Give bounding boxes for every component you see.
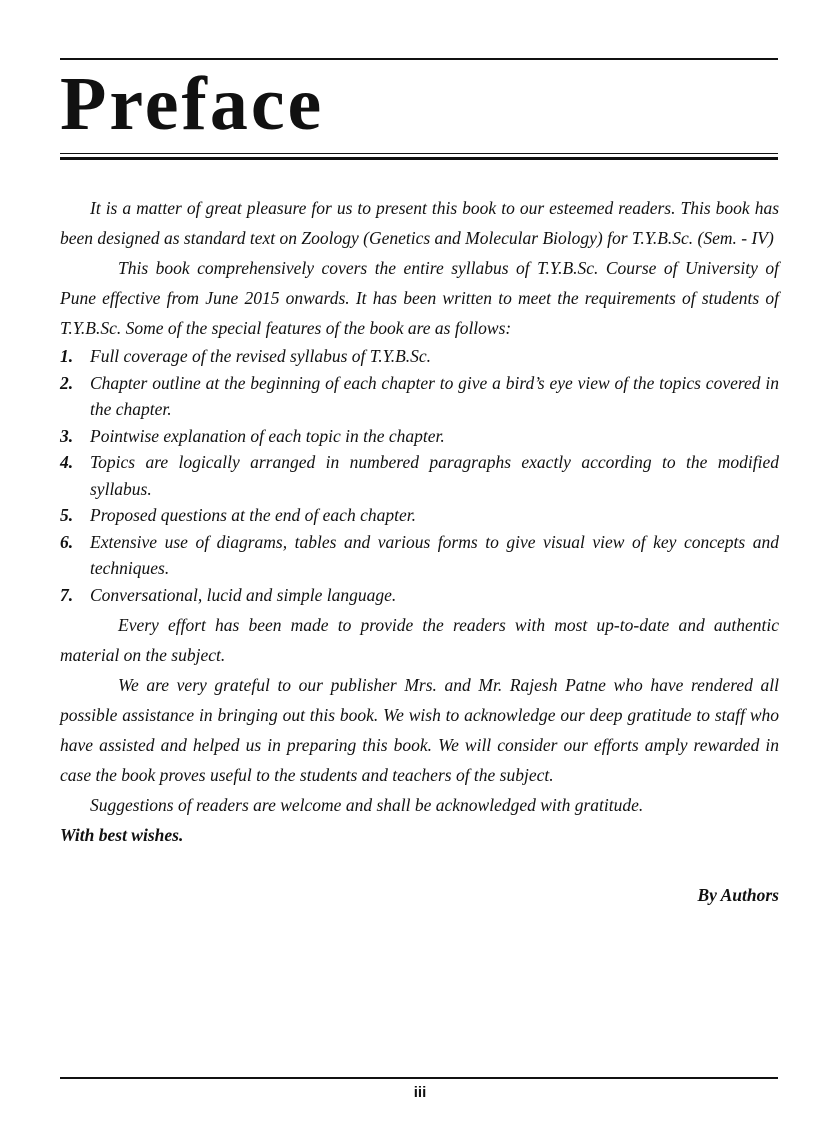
- list-item-number: 7.: [60, 584, 74, 605]
- list-item-text: Proposed questions at the end of each chapter.: [90, 505, 416, 525]
- preface-body: [60, 193, 779, 910]
- list-item-text: Extensive use of diagrams, tables and various forms to give visual view of key concepts and techniques.: [90, 531, 779, 578]
- list-item: [60, 449, 779, 502]
- title-underline-thick: [60, 157, 778, 160]
- list-item: [60, 529, 779, 582]
- effort-paragraph: Every effort has been made to provide the readers with most up-to-date and authentic material on the subject.: [60, 615, 779, 665]
- list-item-text: Pointwise explanation of each topic in the chapter.: [90, 425, 445, 446]
- features-list: [60, 343, 779, 608]
- intro-paragraph: It is a matter of great pleasure for us to present this book to our esteemed readers. This book has been designed as standard text on Zoology (Genetics and Molecular Biology) for T.Y.B.Sc. (Sem. - IV): [60, 198, 779, 248]
- page-number: iii: [413, 1084, 427, 1101]
- suggestions-paragraph: Suggestions of readers are welcome and shall be acknowledged with gratitude.: [90, 795, 644, 815]
- closing-wishes: With best wishes.: [60, 825, 184, 845]
- coverage-paragraph: This book comprehensively covers the entire syllabus of T.Y.B.Sc. Course of University of Pune effective from June 2015 onwards. It has been written to meet the requirements of students of T.Y.B.Sc. Some of the special features of the book are as follows:: [60, 258, 779, 338]
- footer-rule: [60, 1077, 778, 1079]
- list-item-text: Topics are logically arranged in numbered paragraphs exactly according to the modified syllabus.: [90, 452, 779, 499]
- list-item-text: Full coverage of the revised syllabus of T.Y.B.Sc.: [90, 346, 432, 366]
- list-item-number: 3.: [60, 425, 74, 446]
- features-list-container: [60, 343, 779, 608]
- list-item: [60, 502, 779, 529]
- list-item: [60, 343, 779, 370]
- list-item-number: 2.: [60, 372, 74, 393]
- list-item-number: 5.: [60, 505, 74, 525]
- list-item-number: 1.: [60, 346, 74, 366]
- author-signature: By Authors: [697, 885, 779, 905]
- list-item-text: Chapter outline at the beginning of each chapter to give a bird’s eye view of the topics covered in the chapter.: [90, 372, 779, 419]
- title-underline-thin: [60, 153, 778, 154]
- list-item-number: 4.: [60, 452, 74, 472]
- list-item: [60, 582, 779, 609]
- list-item-number: 6.: [60, 531, 74, 552]
- gratitude-paragraph: We are very grateful to our publisher Mrs. and Mr. Rajesh Patne who have rendered all possible assistance in bringing out this book. We wish to acknowledge our deep gratitude to staff who have assisted and helped us in preparing this book. We will consider our efforts amply rewarded in case the book proves useful to the students and teachers of the subject.: [60, 675, 779, 785]
- list-item: [60, 423, 779, 450]
- top-rule: [60, 58, 778, 60]
- list-item-text: Conversational, lucid and simple language.: [90, 584, 397, 605]
- page-title: Preface: [60, 62, 325, 146]
- list-item: [60, 370, 779, 423]
